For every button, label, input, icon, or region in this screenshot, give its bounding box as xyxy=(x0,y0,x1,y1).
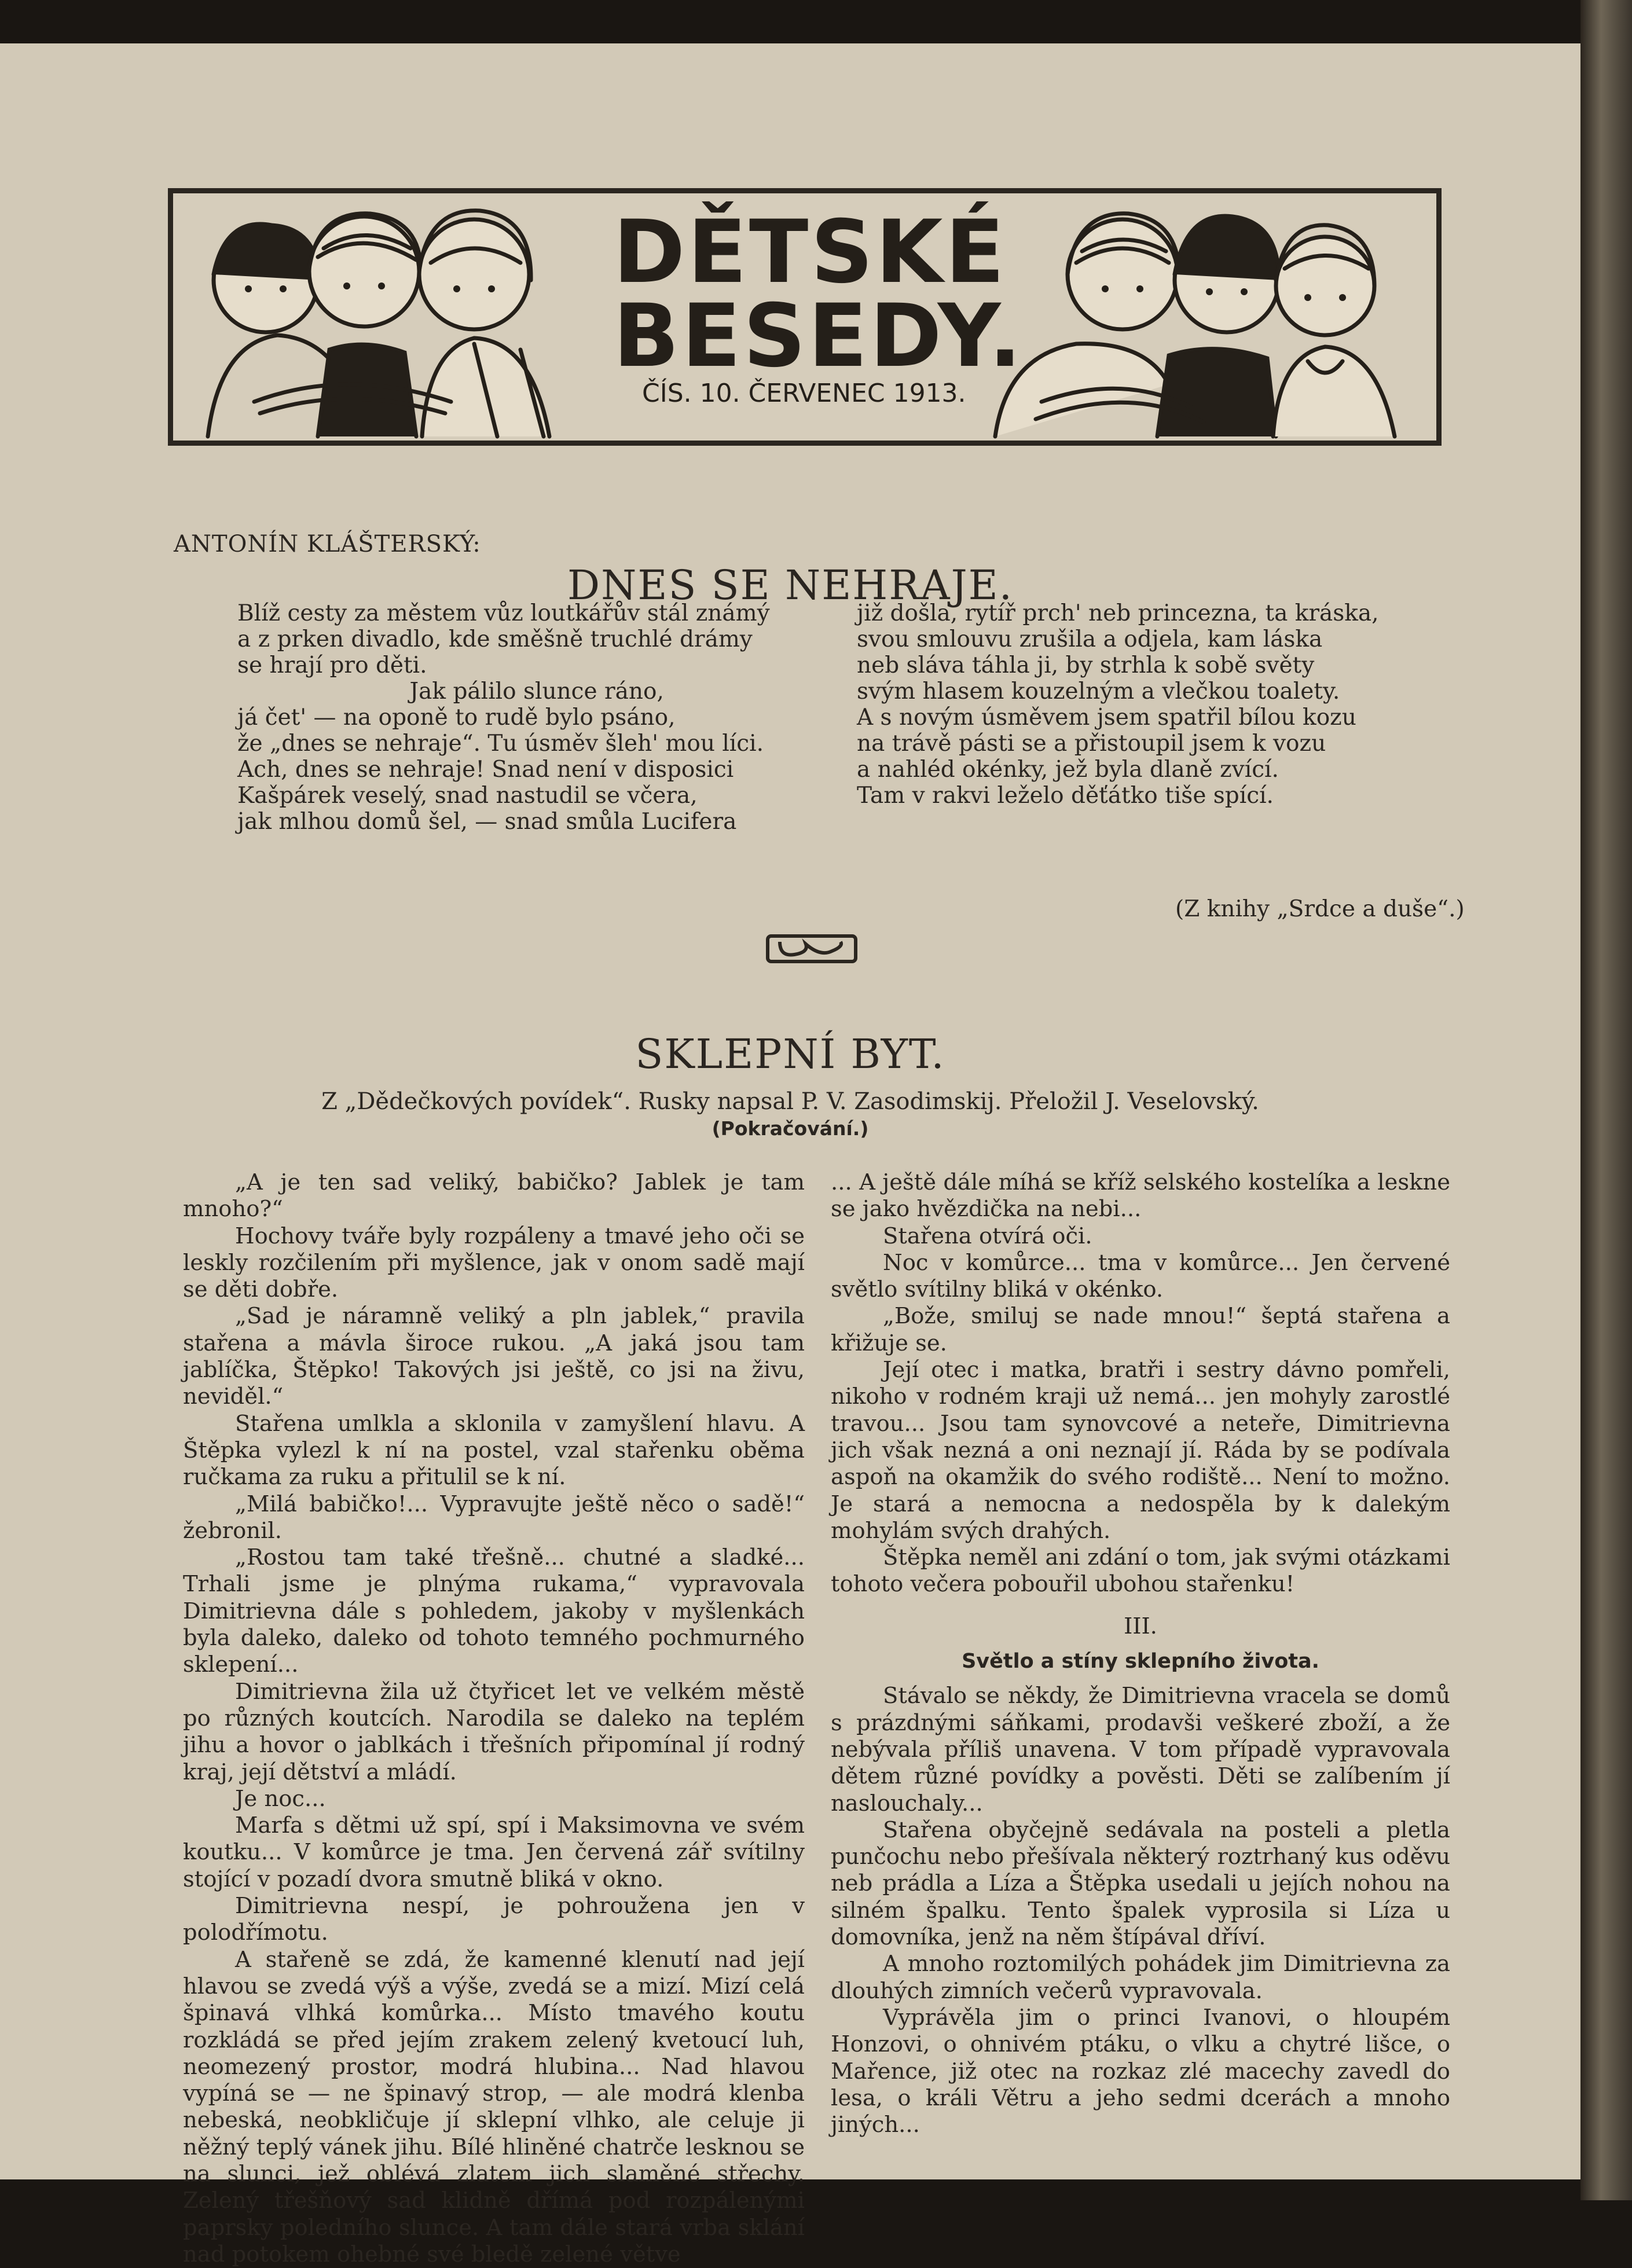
poem-title: DNES SE NEHRAJE. xyxy=(567,562,1014,609)
poem-line: že „dnes se nehraje“. Tu úsměv šleh' mou líci. xyxy=(237,731,764,757)
poem-line: se hrají pro děti. xyxy=(237,652,427,678)
paragraph: „Bože, smiluj se nade mnou!“ šeptá stařena a křižuje se. xyxy=(831,1303,1450,1356)
section-title: Světlo a stíny sklepního života. xyxy=(962,1650,1319,1674)
poem-right-column xyxy=(857,600,1379,809)
masthead-banner xyxy=(168,188,1442,446)
paragraph: Stařena umlkla a sklonila v zamyšlení hlavu. A Štěpka vylezl k ní na postel, vzal stařenku oběma ručkama za ruku a přitulil se k ní. xyxy=(183,1410,805,1491)
paragraph: Stařena obyčejně sedávala na posteli a pletla punčochu nebo přešívala některý roztrhaný kus oděvu neb prádla a Líza a Štěpka usedali u jejích nohou na silném špalku. Tento špalek vyprosila si Líza u domovníka, jenž na něm štípával dříví. xyxy=(831,1816,1450,1951)
continued-note: (Pokračování.) xyxy=(712,1117,869,1140)
scan-edge xyxy=(1580,0,1632,2200)
paragraph: Štěpka neměl ani zdání o tom, jak svými otázkami tohoto večera pobouřil ubohou stařenku! xyxy=(831,1544,1450,1598)
poem-line: Kašpárek veselý, snad nastudil se včera, xyxy=(237,783,698,809)
story-title: SKLEPNÍ BYT. xyxy=(635,1030,945,1078)
paragraph: Vyprávěla jim o princi Ivanovi, o hloupém Honzovi, o ohnivém ptáku, o vlku a chytré lišce, o Mařence, již otec na rozkaz zlé macechy zavedl do lesa, o králi Větru a jeho sedmi dcerách a mnoho jiných... xyxy=(831,2004,1450,2138)
masthead-title-line2: BESEDY. xyxy=(613,286,1024,387)
poem-line: svým hlasem kouzelným a vlečkou toalety. xyxy=(857,678,1340,704)
poem-line: svou smlouvu zrušila a odjela, kam láska xyxy=(857,626,1323,652)
poem-credit: (Z knihy „Srdce a duše“.) xyxy=(1175,896,1465,922)
ornament-divider-icon xyxy=(765,934,858,964)
paragraph: „Rostou tam také třešně... chutné a sladké... Trhali jsme je plnýma rukama,“ vypravovala Dimitrievna dále s pohledem, jakoby v myšlenkách byla daleko, daleko od tohoto temného pochmurného sklepení... xyxy=(183,1544,805,1678)
paragraph: Stávalo se někdy, že Dimitrievna vracela se domů s prázdnými sáňkami, prodavši veškeré zboží, a že nebývala příliš unavena. V tom případě vypravovala dětem různé povídky a pověsti. Děti se zalíbením jí naslouchaly... xyxy=(831,1683,1450,1816)
poem-line: A s novým úsměvem jsem spatřil bílou kozu xyxy=(857,704,1356,731)
poem-line: neb sláva táhla ji, by strhla k sobě světy xyxy=(857,652,1315,678)
paragraph: Je noc... xyxy=(235,1785,326,1812)
paragraph: „Sad je náramně veliký a pln jablek,“ pravila stařena a mávla široce rukou. „A jaká jsou tam jablíčka, Štěpko! Takových jsi ještě, co jsi na živu, neviděl.“ xyxy=(183,1303,805,1410)
poem-line: jak mlhou domů šel, — snad smůla Lucifera xyxy=(237,809,737,835)
paragraph: Dimitrievna nespí, je pohroužena jen v polodřímotu. xyxy=(183,1893,805,1946)
section-number: III. xyxy=(1124,1613,1157,1639)
paragraph: Její otec i matka, bratři i sestry dávno pomřeli, nikoho v rodném kraji už nemá... jen mohyly zarostlé travou... Jsou tam synovcové a neteře, Dimitrievna jich však nezná a oni neznají jí. Ráda by se podívala aspoň na okamžik do svého rodiště... Není to možno. Je stará a nemocna a nedospěla by k dalekým mohylám svých drahých. xyxy=(831,1357,1450,1544)
paragraph: A stařeně se zdá, že kamenné klenutí nad její hlavou se zvedá výš a výše, zvedá se a mizí. Mizí celá špinavá vlhká komůrka... Místo tmavého koutu rozkládá se před jejím zrakem zelený kvetoucí luh, neomezený prostor, modrá hlubina... Nad hlavou vypíná se — ne špinavý strop, — ale modrá klenba nebeská, neobkličuje jí sklepní vlhko, ale celuje ji něžný teplý vánek jihu. Bílé hliněné chatrče lesknou se na slunci, jež oblévá zlatem jich slaměné střechy. Zelený třešňový sad klidně dřímá pod rozpálenými paprsky poledního slunce. A tam dále stará vrba sklání nad potokem ohebné své bledě zelené větve xyxy=(183,1946,805,2267)
poem-line: a nahléd okénky, jež byla dlaně zvící. xyxy=(857,757,1279,783)
story-right-column xyxy=(831,1169,1450,2138)
poem-line: Tam v rakvi leželo děťátko tiše spící. xyxy=(857,783,1274,809)
paragraph: Dimitrievna žila už čtyřicet let ve velkém městě po různých koutcích. Narodila se daleko na teplém jihu a hovor o jablkách i třešních připomínal jí rodný kraj, její dětství a mládí. xyxy=(183,1678,805,1785)
masthead-title-line1: DĚTSKÉ xyxy=(613,202,1007,303)
paragraph: Noc v komůrce... tma v komůrce... Jen červené světlo svítilny bliká v okénko. xyxy=(831,1249,1450,1303)
magazine-page xyxy=(0,43,1580,2267)
poem-line: a z prken divadlo, kde směšně truchlé drámy xyxy=(237,626,753,652)
masthead-title xyxy=(613,202,1192,387)
paragraph: Marfa s dětmi už spí, spí i Maksimovna ve svém koutku... V komůrce je tma. Jen červená zář svítilny stojící v pozadí dvora smutně bliká v okno. xyxy=(183,1812,805,1892)
story-left-column xyxy=(183,1169,805,2268)
paragraph: A mnoho roztomilých pohádek jim Dimitrievna za dlouhých zimních večerů vypravovala. xyxy=(831,1951,1450,2004)
poem-line: Ach, dnes se nehraje! Snad není v disposici xyxy=(237,757,734,783)
poem-left-column xyxy=(237,600,770,835)
poem-line: již došla, rytíř prch' neb princezna, ta kráska, xyxy=(857,600,1379,626)
poem-line: Blíž cesty za městem vůz loutkářův stál známý xyxy=(237,600,770,626)
story-subtitle: Z „Dědečkových povídek“. Rusky napsal P. V. Zasodimskij. Přeložil J. Veselovský. xyxy=(321,1088,1259,1115)
paragraph: ... A ještě dále míhá se kříž selského kostelíka a leskne se jako hvězdička na nebi... xyxy=(831,1169,1450,1223)
paragraph: „Milá babičko!... Vypravujte ještě něco o sadě!“ žebronil. xyxy=(183,1491,805,1544)
paragraph: Hochovy tváře byly rozpáleny a tmavé jeho oči se leskly rozčilením při myšlence, jak v onom sadě mají se děti dobře. xyxy=(183,1223,805,1303)
poem-line: já čet' — na oponě to rudě bylo psáno, xyxy=(237,704,676,731)
issue-number: ČÍS. 10. ČERVENEC 1913. xyxy=(642,379,966,408)
poem-author: ANTONÍN KLÁŠTERSKÝ: xyxy=(174,531,481,557)
paragraph: Stařena otvírá oči. xyxy=(883,1223,1092,1249)
paragraph: „A je ten sad veliký, babičko? Jablek je tam mnoho?“ xyxy=(183,1169,805,1223)
poem-line: na trávě pásti se a přistoupil jsem k vozu xyxy=(857,731,1326,757)
poem-line: Jak pálilo slunce ráno, xyxy=(237,678,664,704)
